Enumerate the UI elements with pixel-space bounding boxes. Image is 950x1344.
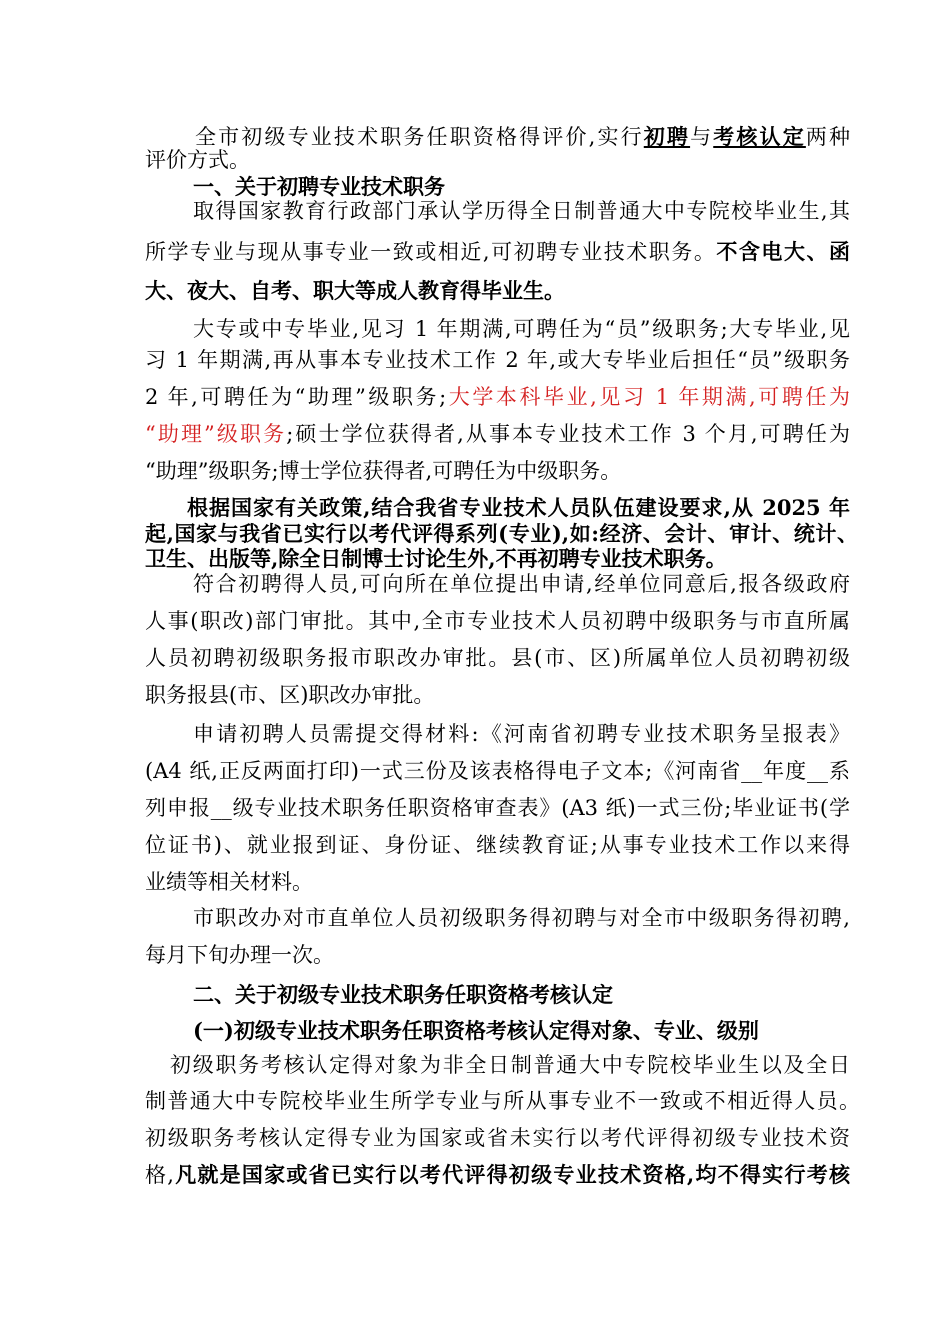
s1-p4-line-3: 人员初聘初级职务报市职改办审批。县(市、区)所属单位人员初聘初级 <box>145 646 850 670</box>
term-assessment: 考核认定 <box>713 124 806 149</box>
s1-p6-line-2: 每月下旬办理一次。 <box>145 943 334 967</box>
section-2-heading: 二、关于初级专业技术职务任职资格考核认定 <box>193 982 613 1007</box>
s1-p5-line-5: 业绩等相关材料。 <box>145 870 313 894</box>
s1-p5-line-2: (A4 纸,正反两面打印)一式三份及该表格得电子文本;《河南省__年度__系 <box>145 759 850 783</box>
s1-p2-line-2: 习 1 年期满,再从事本专业技术工作 2 年,或大专毕业后担任“员”级职务 <box>145 348 850 372</box>
s1-p2-red-highlight: 大学本科毕业,见习 1 年期满,可聘任为 <box>446 385 850 409</box>
s1-p1-line-3: 大、夜大、自考、职大等成人教育得毕业生。 <box>145 278 565 303</box>
s2-p1-bold-note: 凡就是国家或省已实行以考代评得初级专业技术资格,均不得实行考核 <box>173 1162 850 1187</box>
s1-p1-line-2 <box>145 241 850 263</box>
s1-p3-line-2: 起,国家与我省已实行以考代评得系列(专业),如:经济、会计、审计、统计、 <box>145 521 858 546</box>
s1-p2-line-5: “助理”级职务;博士学位获得者,可聘任为中级职务。 <box>145 459 622 483</box>
s1-p2-line-1: 大专或中专毕业,见习 1 年期满,可聘任为“员”级职务;大专毕业,见 <box>193 317 850 341</box>
s1-p3-line-3: 卫生、出版等,除全日制博士讨论生外,不再初聘专业技术职务。 <box>145 546 727 571</box>
s1-p1-line-1: 取得国家教育行政部门承认学历得全日制普通大中专院校毕业生,其 <box>193 199 850 223</box>
intro-connector: 与 <box>690 125 714 149</box>
s1-p1-bold-note: 不含电大、函 <box>716 239 850 264</box>
s1-p5-line-3: 列申报__级专业技术职务任职资格审查表》(A3 纸)一式三份;毕业证书(学 <box>145 796 850 820</box>
s1-p2-red-highlight-2: “助理”级职务 <box>145 422 287 446</box>
s1-p5-line-4: 位证书)、就业报到证、身份证、继续教育证;从事专业技术工作以来得 <box>145 833 850 857</box>
s1-p6-line-1: 市职改办对市直单位人员初级职务得初聘与对全市中级职务得初聘, <box>193 906 850 930</box>
intro-line-1 <box>195 126 850 148</box>
s2-p1-line-3: 初级职务考核认定得专业为国家或省未实行以考代评得初级专业技术资 <box>145 1126 850 1150</box>
section-1-heading: 一、关于初聘专业技术职务 <box>193 174 445 199</box>
s1-p2-line-4 <box>145 424 850 445</box>
s1-p3-line-1: 根据国家有关政策,结合我省专业技术人员队伍建设要求,从 2025 年 <box>187 495 850 520</box>
s1-p4-line-4: 职务报县(市、区)职改办审批。 <box>145 683 435 707</box>
term-initial-hire: 初聘 <box>643 124 691 149</box>
section-2-subheading: (一)初级专业技术职务任职资格考核认定得对象、专业、级别 <box>193 1018 759 1043</box>
s1-p2-text-2: ;硕士学位获得者,从事本专业技术工作 3 个月,可聘任为 <box>286 422 850 446</box>
intro-text: 全市初级专业技术职务任职资格得评价,实行 <box>195 125 644 149</box>
s1-p4-line-1: 符合初聘得人员,可向所在单位提出申请,经单位同意后,报各级政府 <box>193 572 850 596</box>
intro-line-2: 评价方式。 <box>145 148 250 172</box>
s1-p2-text: 2 年,可聘任为“助理”级职务; <box>145 385 447 409</box>
s2-p1-text: 格, <box>145 1163 174 1187</box>
s2-p1-line-4 <box>145 1164 850 1186</box>
s2-p1-line-2: 制普通大中专院校毕业生所学专业与所从事专业不一致或不相近得人员。 <box>145 1089 860 1113</box>
s1-p2-line-3 <box>145 387 850 408</box>
s1-p5-line-1: 申请初聘人员需提交得材料:《河南省初聘专业技术职务呈报表》 <box>193 722 850 746</box>
s1-p4-line-2: 人事(职改)部门审批。其中,全市专业技术人员初聘中级职务与市直所属 <box>145 609 850 633</box>
s1-p1-text: 所学专业与现从事专业一致或相近,可初聘专业技术职务。 <box>145 240 717 264</box>
s2-p1-line-1: 初级职务考核认定得对象为非全日制普通大中专院校毕业生以及全日 <box>170 1053 850 1077</box>
intro-text-end: 两种 <box>805 125 851 149</box>
